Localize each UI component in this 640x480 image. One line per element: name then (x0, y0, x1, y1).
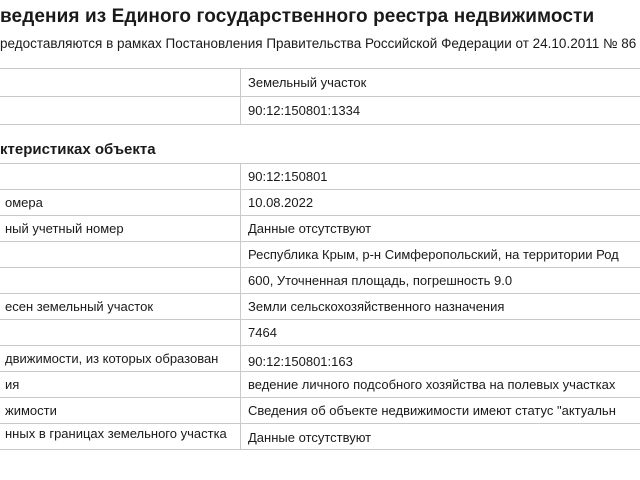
table-row (0, 346, 640, 372)
section-heading-characteristics: ктеристиках объекта (0, 141, 156, 158)
row-value: 10.08.2022 (241, 190, 640, 216)
row-value: Данные отсутствуют (241, 216, 640, 242)
document-title: ведения из Единого государственного реестра недвижимости (0, 6, 595, 27)
row-value: Сведения об объекте недвижимости имеют статус "актуальн (241, 398, 640, 424)
table-row (0, 268, 640, 294)
row-label (0, 97, 241, 125)
row-value: Земли сельскохозяйственного назначения (241, 294, 640, 320)
table-row (0, 424, 640, 450)
row-label: жимости (0, 398, 241, 424)
table-row (0, 97, 640, 125)
row-label (0, 242, 241, 268)
table-row (0, 242, 640, 268)
document-subtitle: редоставляются в рамках Постановления Правительства Российской Федерации от 24.10.2011 № 86 (0, 36, 637, 51)
table-row (0, 216, 640, 242)
row-label: движимости, из которых образован (0, 346, 241, 372)
table-row (0, 320, 640, 346)
row-value: 600, Уточненная площадь, погрешность 9.0 (241, 268, 640, 294)
table-row (0, 190, 640, 216)
row-label: нных в границах земельного участка (0, 424, 241, 450)
main-info-table (0, 68, 640, 125)
table-row (0, 372, 640, 398)
row-value: Данные отсутствуют (241, 424, 640, 450)
row-value-object-type: Земельный участок (241, 69, 640, 97)
row-label (0, 164, 241, 190)
row-value: Республика Крым, р-н Симферопольский, на территории Род (241, 242, 640, 268)
table-row (0, 69, 640, 97)
row-value: ведение личного подсобного хозяйства на полевых участках (241, 372, 640, 398)
row-value: 7464 (241, 320, 640, 346)
row-label: ный учетный номер (0, 216, 241, 242)
row-label (0, 268, 241, 294)
row-value-cadastral-number: 90:12:150801:1334 (241, 97, 640, 125)
row-value: 90:12:150801:163 (241, 346, 640, 372)
characteristics-table (0, 163, 640, 450)
row-value: 90:12:150801 (241, 164, 640, 190)
table-row (0, 398, 640, 424)
table-row (0, 294, 640, 320)
row-label (0, 320, 241, 346)
row-label: ия (0, 372, 241, 398)
row-label (0, 69, 241, 97)
row-label: есен земельный участок (0, 294, 241, 320)
row-label: омера (0, 190, 241, 216)
table-row (0, 164, 640, 190)
